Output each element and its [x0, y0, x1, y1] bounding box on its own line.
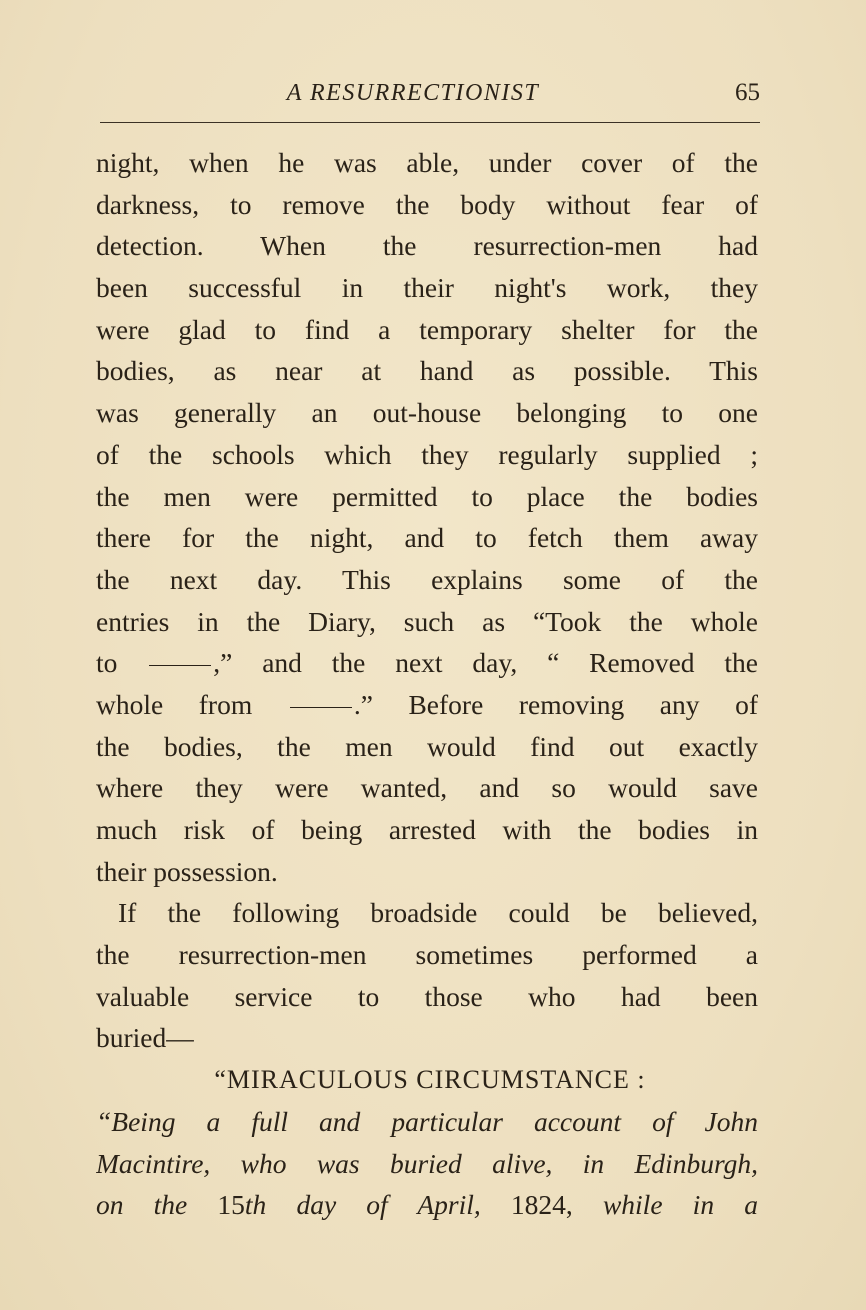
text-fragment: while in a [602, 1189, 758, 1221]
text-line: there for the night, and to fetch them away [96, 522, 758, 554]
text-fragment: whole from [96, 688, 253, 720]
text-line: entries in the Diary, such as “Took the whole [96, 605, 758, 637]
text-line: the next day. This explains some of the [96, 563, 758, 595]
body-text [96, 142, 758, 1226]
text-line: much risk of being arrested with the bodies in [96, 814, 758, 845]
text-fragment: ,” and the next day, “ Removed the [213, 647, 758, 679]
redaction-dash [290, 707, 352, 708]
text-line: was generally an out-house belonging to one [96, 397, 758, 429]
text-line: their possession. [96, 855, 278, 887]
text-fragment: to [96, 647, 118, 679]
text-line: the bodies, the men would find out exactly [96, 730, 758, 762]
text-line: Macintire, who was buried alive, in Edinburgh, [96, 1147, 758, 1179]
text-line: of the schools which they regularly supplied ; [96, 438, 758, 470]
text-line [96, 684, 758, 726]
text-line: night, when he was able, under cover of the [96, 147, 758, 178]
header-rule [100, 122, 760, 123]
text-line: were glad to find a temporary shelter for the [96, 313, 758, 345]
running-title: A RESURRECTIONIST [286, 80, 540, 106]
text-line: bodies, as near at hand as possible. This [96, 355, 758, 387]
text-fragment: on the [96, 1189, 188, 1221]
text-line: If the following broadside could be believed, [118, 897, 758, 929]
broadside-heading: “MIRACULOUS CIRCUMSTANCE : [214, 1065, 646, 1095]
text-line: detection. When the resurrection-men had [96, 230, 758, 262]
text-line: valuable service to those who had been [96, 980, 758, 1012]
text-fragment: 15 [217, 1189, 245, 1221]
text-line: the men were permitted to place the bodies [96, 480, 758, 512]
text-fragment: .” Before removing any of [353, 688, 758, 720]
text-fragment: th day of April, [244, 1189, 481, 1221]
text-line [96, 642, 758, 684]
text-line: where they were wanted, and so would save [96, 772, 758, 804]
text-line: “Being a full and particular account of John [96, 1105, 758, 1137]
running-head [96, 76, 760, 110]
text-line: the resurrection-men sometimes performed a [96, 939, 758, 971]
text-line: buried— [96, 1022, 194, 1054]
text-line [96, 1184, 758, 1226]
text-fragment: 1824, [510, 1189, 573, 1221]
page-number: 65 [735, 79, 760, 106]
text-line: been successful in their night's work, they [96, 272, 758, 304]
redaction-dash [149, 665, 211, 666]
text-line: darkness, to remove the body without fear of [96, 188, 758, 220]
